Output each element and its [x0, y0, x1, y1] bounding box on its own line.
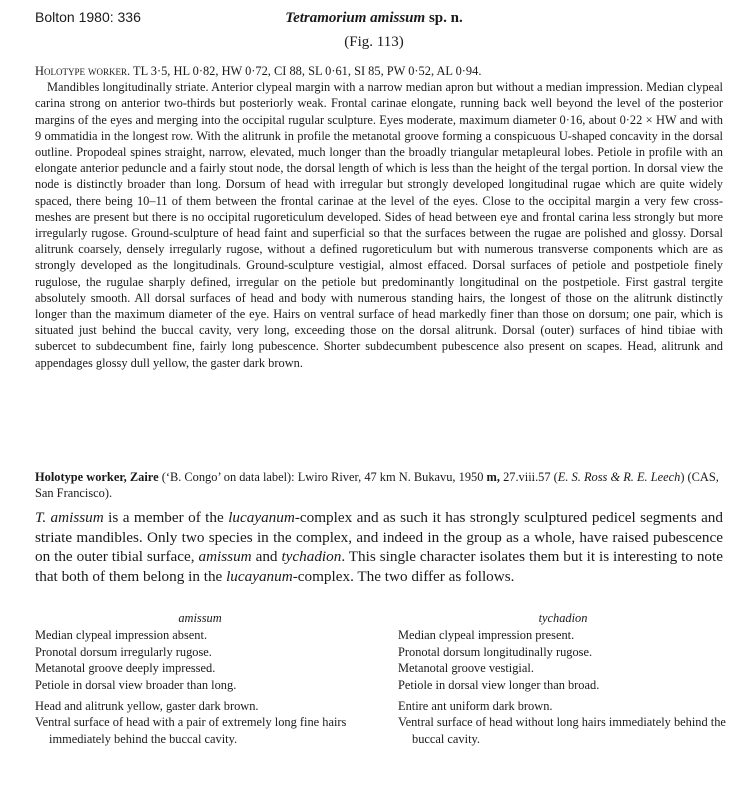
holotype-label-bold: Holotype worker, [35, 470, 127, 484]
discussion-text-4: -complex. The two differ as follows. [292, 567, 515, 585]
holotype-collectors: E. S. Ross & R. E. Leech [557, 470, 681, 484]
measurements-line [35, 63, 723, 79]
measurements: TL 3·5, HL 0·82, HW 0·72, CI 88, SL 0·61, SI 85, PW 0·52, AL 0·94. [133, 64, 482, 78]
comparison-left-item: Petiole in dorsal view broader than long. [35, 677, 237, 692]
discussion-complex-1: lucayanum [228, 509, 295, 526]
holotype-date: 27.viii.57 ( [503, 470, 558, 484]
comparison-left-heading: amissum [178, 611, 222, 625]
species-name: Tetramorium amissum [285, 10, 426, 26]
holotype-unit: m, [486, 470, 500, 484]
comparison-right-item: Entire ant uniform dark brown. [398, 699, 553, 714]
description-block [35, 63, 723, 371]
holotype-country: Zaire [129, 470, 159, 484]
comparison-left-item: Head and alitrunk yellow, gaster dark brown. [35, 699, 259, 714]
figure-reference: (Fig. 113) [344, 34, 404, 50]
comparison-left-column [35, 610, 365, 747]
comparison-right-column [398, 610, 728, 747]
discussion-species-b: tychadion [281, 548, 342, 566]
discussion-complex-2: lucayanum [226, 567, 293, 585]
holotype-locality: (‘B. Congo’ on data label): Lwiro River, 47 km N. Bukavu, 1950 [161, 470, 484, 484]
comparison-right-item: Petiole in dorsal view longer than broad. [398, 677, 600, 692]
discussion-paragraph [35, 508, 723, 586]
discussion-species: T. amissum [35, 509, 104, 526]
discussion-text-1: is a member of the [103, 509, 229, 526]
holotype-label: Holotype worker. [35, 64, 131, 78]
comparison-right-item: Median clypeal impression present. [398, 628, 575, 643]
page-reference: Bolton 1980: 336 [35, 9, 141, 25]
species-title [0, 10, 748, 27]
discussion-and: and [251, 548, 282, 566]
description-text: Mandibles longitudinally striate. Anterior clypeal margin with a narrow median apron but without a median impression. Median clypeal carina strong on anterior two-thirds but posteriorly weak. Frontal carinae elongate, running back well beyond the level of the posterior margins of the eyes and merging into the occipital rugular sculpture. Eyes moderate, maximum diameter 0·16, about 0·22 × HW and with 9 ommatidia in the longest row. With the alitrunk in profile the metanotal groove forming a conspicuous U-shaped concavity in the dorsal outline. Propodeal spines straight, narrow, elevated, much longer than the broadly triangular metapleural lobes. Petiole in profile with an elongate anterior peduncle and a fairly stout node, the dorsal length of which is less than the height of the tergal portion. In dorsal view the node is distinctly broader than long. Dorsum of head with irregular but strongly developed longitudinal rugae which are quite widely spaced, there being 10–11 of them between the frontal carinae at the level of the eyes. Close to the occipital margin a very few cross-meshes are present but there is no occipital rugoreticulum developed. Sides of head between eye and frontal carina less strongly but more irregularly rugose. Ground-sculpture of head faint and superficial so that the surfaces between the rugae are polished and glossy. Dorsal alitrunk coarsely, densely irregularly rugose, without a defined rugoreticulum but with numerous transverse components which are as strongly developed as the longitudinals. Ground-sculpture vestigial, almost effaced. Dorsal surfaces of petiole and postpetiole finely rugulose, the rugulae sharply defined, irregular on the petiole but predominantly longitudinal on the postpetiole. First gastral tergite absolutely smooth. All dorsal surfaces of head and body with numerous standing hairs, the longest of those on the alitrunk distinctly longer than the maximum diameter of the eye. Hairs on ventral surface of head markedly finer than those on dorsum; one pair, which is situated just behind the buccal cavity, very long, exceeding those on the dorsal alitrunk. Dorsal (outer) surfaces of hind tibiae with subercet to subdecumbent fine, fairly long pubescence. Shorter subdecumbent pubescence also present on scapes. Head, alitrunk and appendages glossy dull yellow, the gaster dark brown. [35, 80, 723, 370]
comparison-right-heading: tychadion [538, 611, 588, 625]
holotype-data [35, 469, 723, 501]
comparison-left-item: Ventral surface of head with a pair of extremely long fine hairs immediately behind the buccal cavity. [35, 715, 347, 746]
comparison-right-item: Ventral surface of head without long hairs immediately behind the buccal cavity. [398, 715, 726, 746]
discussion-species-a: amissum [198, 548, 252, 566]
comparison-left-item: Pronotal dorsum irregularly rugose. [35, 644, 212, 659]
comparison-left-item: Median clypeal impression absent. [35, 628, 208, 643]
comparison-right-item: Pronotal dorsum longitudinally rugose. [398, 644, 593, 659]
species-status: sp. n. [428, 10, 463, 26]
comparison-left-item: Metanotal groove deeply impressed. [35, 661, 216, 676]
comparison-right-item: Metanotal groove vestigial. [398, 661, 534, 676]
discussion-text-3: . This single character isolates them but it is interesting to note that both of them belong in the [35, 548, 723, 585]
holotype-repository: ) (CAS, San Francisco). [35, 470, 719, 501]
discussion-text-2: -complex and as such it has strongly sculptured pedicel segments and striate mandibles. Only two species in the complex, and indeed in the group as a whole, have raised pubescence on the outer tibial surface, [35, 509, 723, 566]
